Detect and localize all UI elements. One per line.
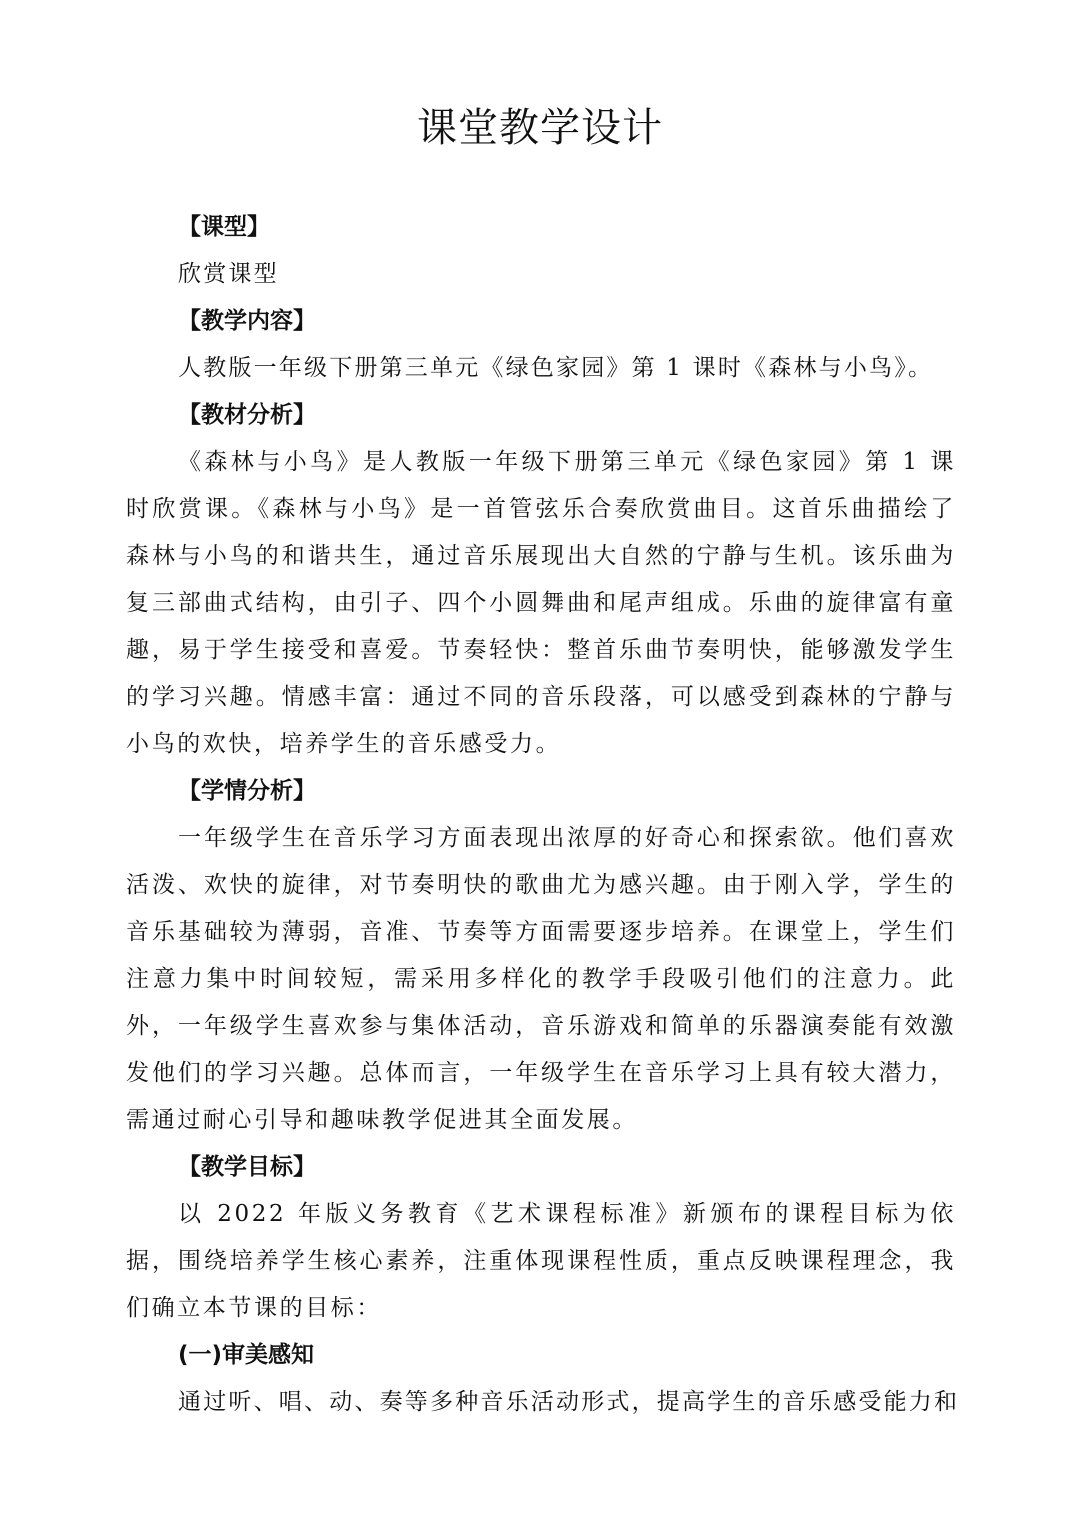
section-text-course-type: 欣赏课型 [178,261,279,287]
section-heading-material-analysis: 【教材分析】 [178,402,316,428]
section-text-student-analysis: 一年级学生在音乐学习方面表现出浓厚的好奇心和探索欲。他们喜欢活泼、欢快的旋律，对节奏明快的歌曲尤为感兴趣。由于刚入学，学生的音乐基础较为薄弱，音准、节奏等方面需要逐步培养。在课堂上，学生们注意力集中时间较短，需采用多样化的教学手段吸引他们的注意力。此外，一年级学生喜欢参与集体活动，音乐游戏和简单的乐器演奏能有效激发他们的学习兴趣。总体而言，一年级学生在音乐学习上具有较大潜力，需通过耐心引导和趣味教学促进其全面发展。 [126,825,956,1133]
section-text-teaching-goals: 以 2022 年版义务教育《艺术课程标准》新颁布的课程目标为依据，围绕培养学生核心素养，注重体现课程性质，重点反映课程理念，我们确立本节课的目标： [126,1201,956,1321]
section-heading-teaching-goals: 【教学目标】 [178,1154,316,1180]
section-text-teaching-content: 人教版一年级下册第三单元《绿色家园》第 1 课时《森林与小鸟》。 [178,355,934,381]
section-text-material-analysis: 《森林与小鸟》是人教版一年级下册第三单元《绿色家园》第 1 课时欣赏课。《森林与小鸟》是一首管弦乐合奏欣赏曲目。这首乐曲描绘了森林与小鸟的和谐共生，通过音乐展现出大自然的宁静与生机。该乐曲为复三部曲式结构，由引子、四个小圆舞曲和尾声组成。乐曲的旋律富有童趣，易于学生接受和喜爱。节奏轻快：整首乐曲节奏明快，能够激发学生的学习兴趣。情感丰富：通过不同的音乐段落，可以感受到森林的宁静与小鸟的欢快，培养学生的音乐感受力。 [126,449,956,757]
subsection-text-aesthetic-perception: 通过听、唱、动、奏等多种音乐活动形式，提高学生的音乐感受能力和 [178,1389,960,1415]
subsection-heading-aesthetic-perception: (一)审美感知 [178,1342,315,1368]
document-title: 课堂教学设计 [417,105,663,151]
document-body [126,204,960,1426]
section-heading-student-analysis: 【学情分析】 [178,778,316,804]
section-heading-teaching-content: 【教学内容】 [178,308,316,334]
section-heading-course-type: 【课型】 [178,214,270,240]
